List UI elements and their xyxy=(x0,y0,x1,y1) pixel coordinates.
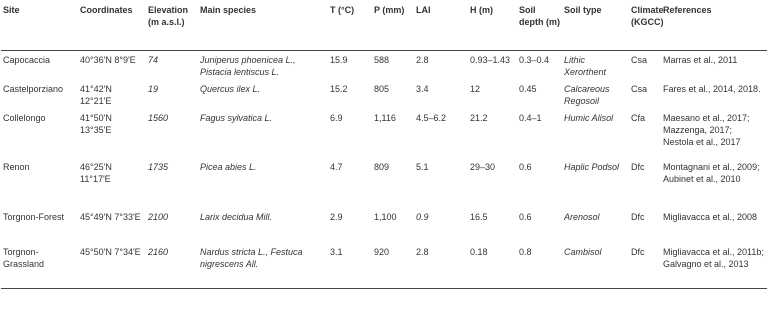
cell-height: 29–30 xyxy=(470,161,496,172)
header-soil-depth: Soil depth (m) xyxy=(519,5,560,27)
cell-temperature: 15.9 xyxy=(330,55,348,65)
site-characteristics-table xyxy=(1,1,767,289)
cell-temperature: 3.1 xyxy=(330,246,343,257)
cell-climate: Dfc xyxy=(631,211,645,222)
cell-coordinates: 41°42'N 12°21'E xyxy=(80,83,112,106)
header-precipitation: P (mm) xyxy=(374,5,405,15)
header-references: References xyxy=(663,5,712,15)
cell-soil-depth: 0.6 xyxy=(519,211,532,222)
table-row xyxy=(1,109,767,158)
cell-climate: Cfa xyxy=(631,112,646,123)
cell-height: 0.93–1.43 xyxy=(470,55,511,65)
header-row xyxy=(1,1,767,51)
cell-climate: Dfc xyxy=(631,161,645,172)
cell-height: 16.5 xyxy=(470,211,488,222)
cell-site: Torgnon-Grassland xyxy=(3,246,45,269)
cell-references: Maesano et al., 2017; Mazzenga, 2017; Nestola et al., 2017 xyxy=(663,112,750,147)
cell-lai: 3.4 xyxy=(416,83,429,94)
cell-temperature: 15.2 xyxy=(330,83,348,94)
cell-coordinates: 41°50'N 13°35'E xyxy=(80,112,112,135)
cell-site: Castelporziano xyxy=(3,83,64,94)
header-coordinates: Coordinates xyxy=(80,5,133,15)
cell-lai: 5.1 xyxy=(416,161,429,172)
cell-main-species: Quercus ilex L. xyxy=(200,83,261,94)
cell-coordinates: 45°49'N 7°33'E xyxy=(80,211,141,222)
cell-lai: 4.5–6.2 xyxy=(416,112,447,123)
cell-main-species: Larix decidua Mill. xyxy=(200,211,273,222)
header-site: Site xyxy=(3,5,20,15)
cell-soil-depth: 0.4–1 xyxy=(519,112,542,123)
cell-elevation: 19 xyxy=(148,83,159,94)
cell-soil-type: Cambisol xyxy=(564,246,602,257)
cell-site: Renon xyxy=(3,161,30,172)
cell-main-species: Nardus stricta L., Festuca nigrescens All. xyxy=(200,246,303,269)
cell-climate: Dfc xyxy=(631,246,645,257)
cell-temperature: 2.9 xyxy=(330,211,343,222)
cell-elevation: 2160 xyxy=(148,246,169,257)
cell-precipitation: 588 xyxy=(374,55,390,65)
table-row xyxy=(1,158,767,208)
cell-elevation: 2100 xyxy=(148,211,169,222)
cell-soil-type: Calcareous Regosoil xyxy=(564,83,610,106)
cell-main-species: Fagus sylvatica L. xyxy=(200,112,273,123)
cell-references: Montagnani et al., 2009; Aubinet et al., 2010 xyxy=(663,161,760,184)
cell-height: 21.2 xyxy=(470,112,488,123)
cell-references: Marras et al., 2011 xyxy=(663,55,738,65)
cell-main-species: Picea abies L. xyxy=(200,161,257,172)
table-row xyxy=(1,80,767,109)
table-row xyxy=(1,51,767,80)
cell-precipitation: 809 xyxy=(374,161,390,172)
cell-soil-type: Humic Alisol xyxy=(564,112,614,123)
cell-soil-depth: 0.8 xyxy=(519,246,532,257)
cell-references: Migliavacca et al., 2008 xyxy=(663,211,758,222)
cell-site: Capocaccia xyxy=(3,55,51,65)
cell-soil-type: Lithic Xerorthent xyxy=(564,55,607,77)
cell-coordinates: 46°25'N 11°17'E xyxy=(80,161,112,184)
cell-height: 12 xyxy=(470,83,481,94)
cell-coordinates: 40°36'N 8°9'E xyxy=(80,55,136,65)
cell-climate: Csa xyxy=(631,83,648,94)
cell-climate: Csa xyxy=(631,55,648,65)
cell-temperature: 6.9 xyxy=(330,112,343,123)
cell-site: Collelongo xyxy=(3,112,46,123)
cell-precipitation: 1,116 xyxy=(374,112,396,123)
cell-precipitation: 920 xyxy=(374,246,390,257)
header-climate: Climate (KGCC) xyxy=(631,5,664,27)
cell-temperature: 4.7 xyxy=(330,161,343,172)
cell-precipitation: 1,100 xyxy=(374,211,397,222)
cell-lai: 2.8 xyxy=(416,55,429,65)
header-height: H (m) xyxy=(470,5,493,15)
cell-precipitation: 805 xyxy=(374,83,390,94)
cell-references: Migliavacca et al., 2011b; Galvagno et al., 2013 xyxy=(663,246,764,269)
cell-soil-type: Haplic Podsol xyxy=(564,161,620,172)
cell-elevation: 1735 xyxy=(148,161,169,172)
cell-elevation: 74 xyxy=(148,55,159,65)
cell-coordinates: 45°50'N 7°34'E xyxy=(80,246,141,257)
cell-soil-type: Arenosol xyxy=(564,211,600,222)
header-temperature: T (°C) xyxy=(330,5,355,15)
cell-lai: 0.9 xyxy=(416,211,429,222)
cell-height: 0.18 xyxy=(470,246,488,257)
cell-main-species: Juniperus phoenicea L., Pistacia lentiscus L. xyxy=(200,55,296,77)
table-row xyxy=(1,208,767,243)
cell-site: Torgnon-Forest xyxy=(3,211,65,222)
cell-soil-depth: 0.45 xyxy=(519,83,537,94)
header-elevation: Elevation (m a.s.l.) xyxy=(148,5,189,27)
table-row xyxy=(1,243,767,289)
cell-soil-depth: 0.6 xyxy=(519,161,532,172)
cell-elevation: 1560 xyxy=(148,112,169,123)
cell-lai: 2.8 xyxy=(416,246,429,257)
header-main-species: Main species xyxy=(200,5,257,15)
header-lai: LAI xyxy=(416,5,431,15)
cell-soil-depth: 0.3–0.4 xyxy=(519,55,550,65)
header-soil-type: Soil type xyxy=(564,5,602,15)
cell-references: Fares et al., 2014, 2018. xyxy=(663,83,761,94)
